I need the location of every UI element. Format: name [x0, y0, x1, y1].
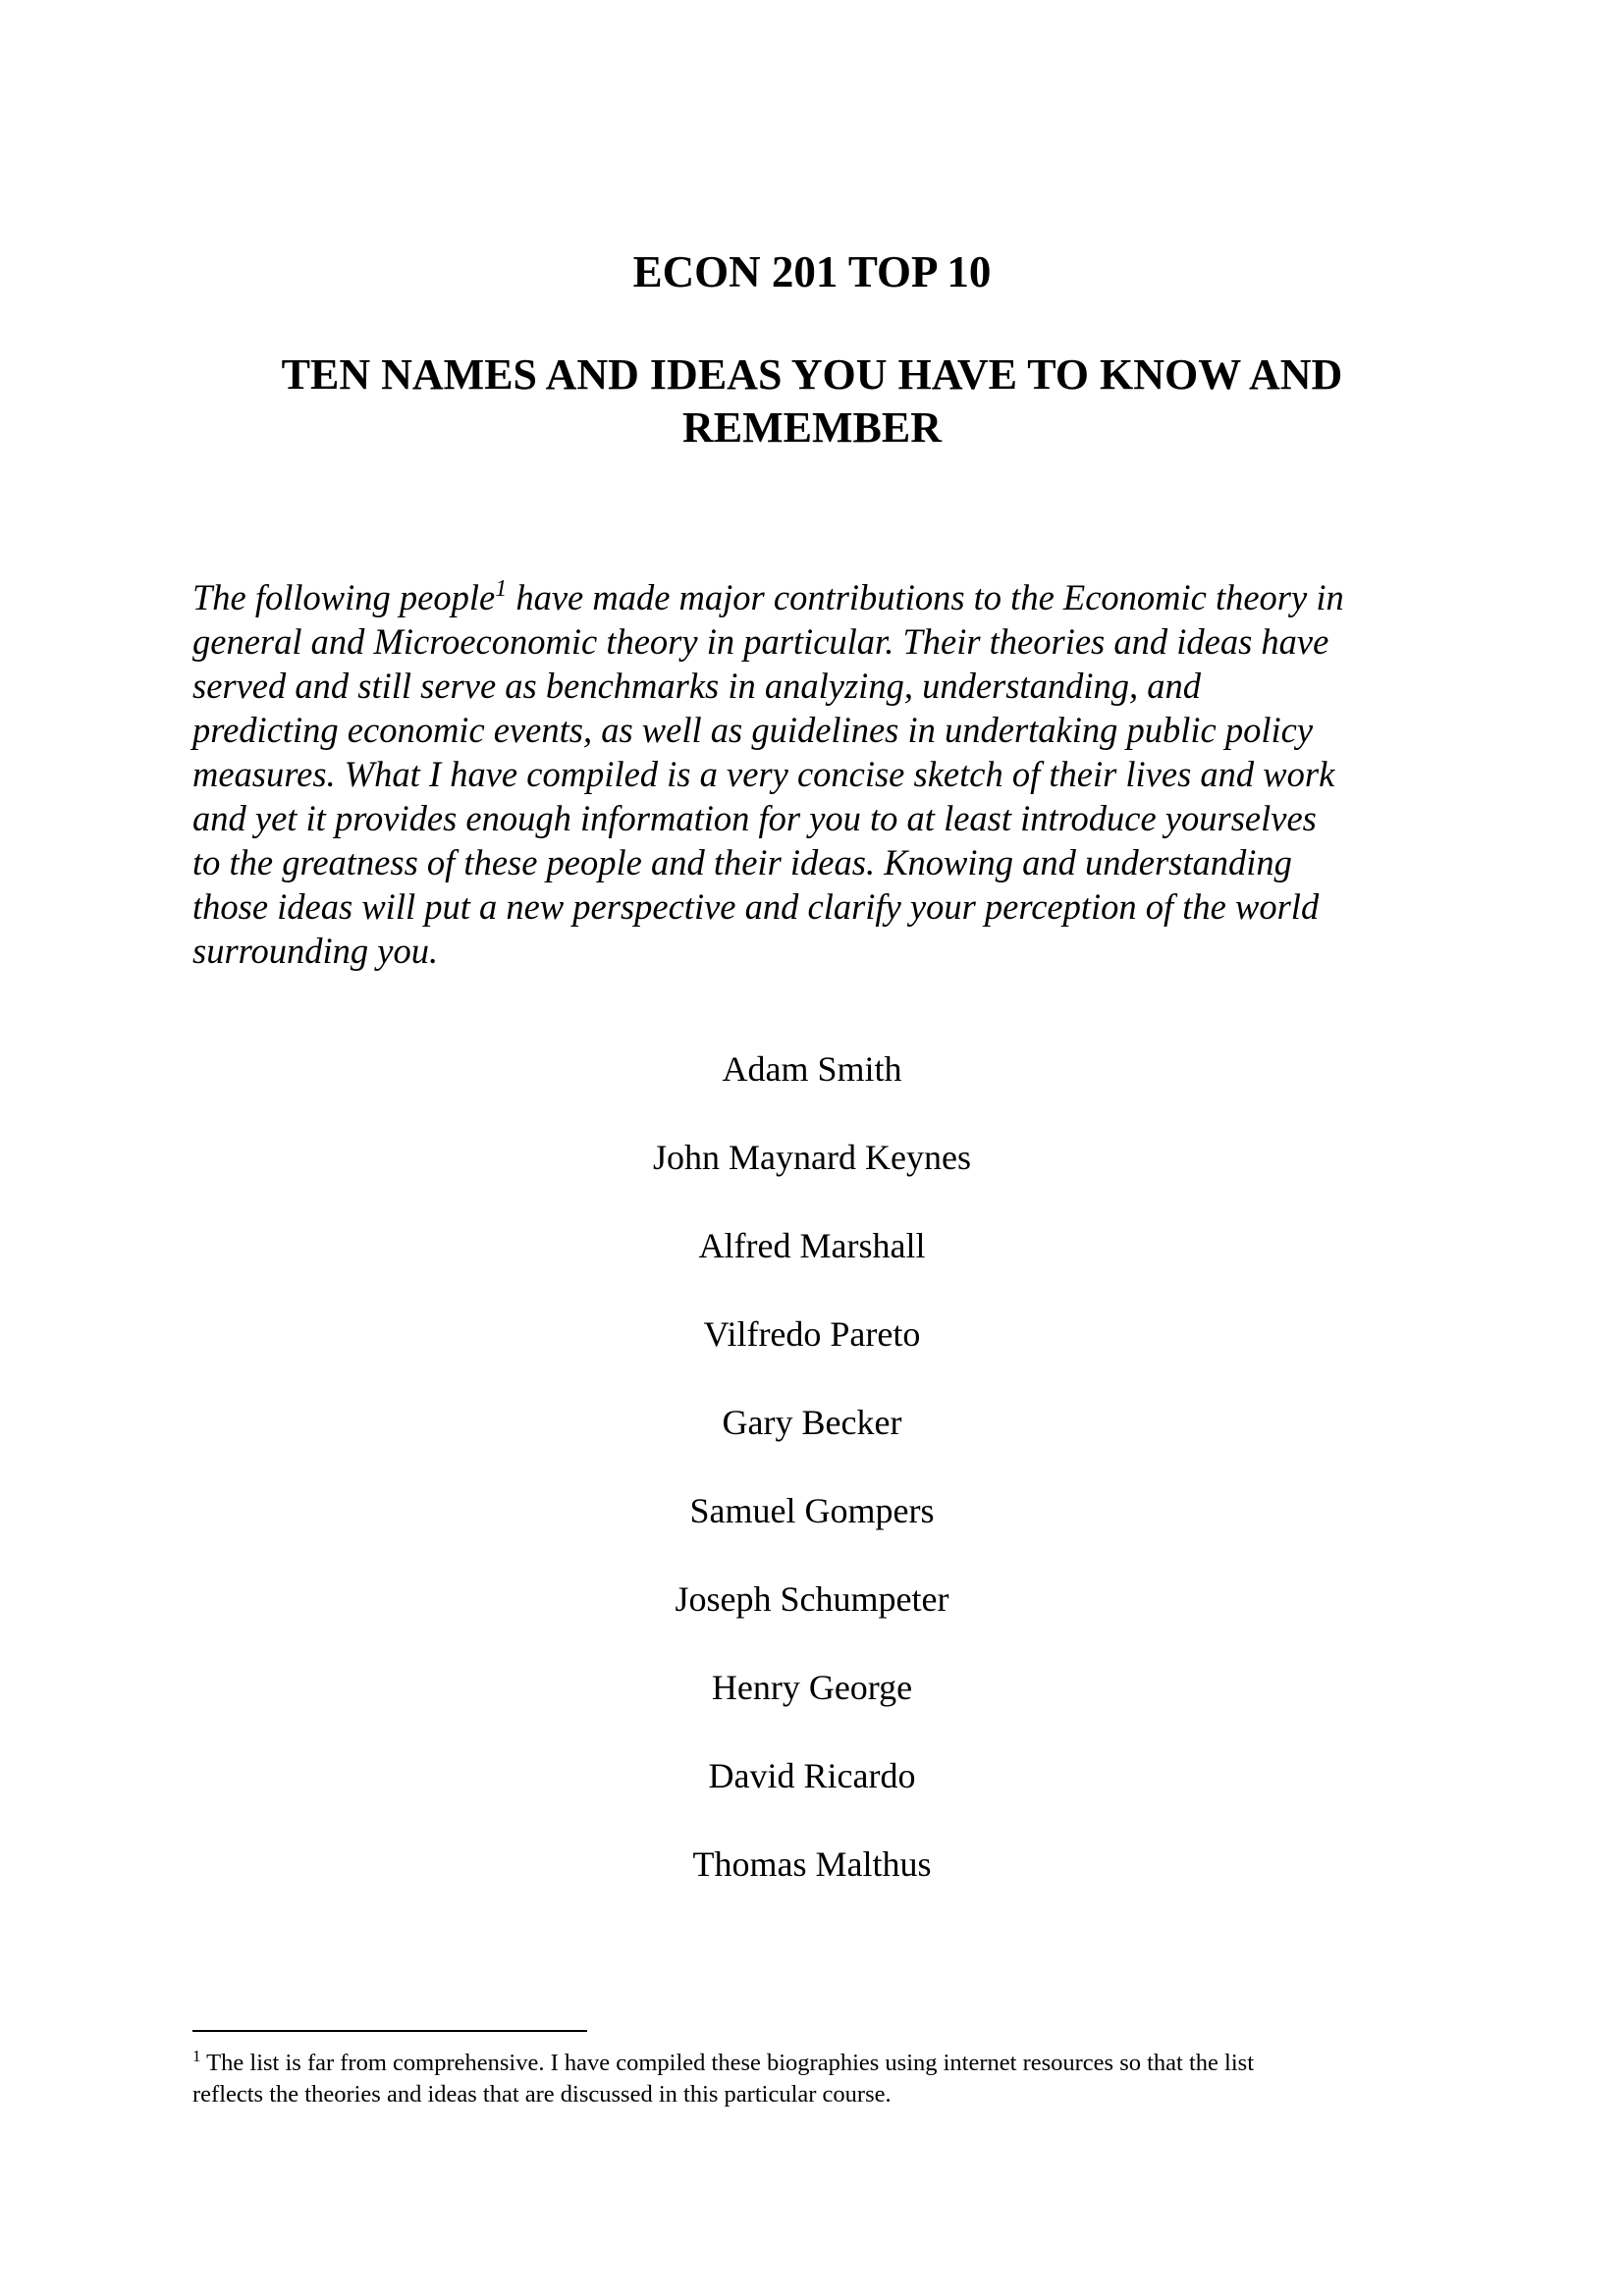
list-item: David Ricardo: [708, 1756, 916, 1795]
intro-line: [192, 575, 1439, 619]
footnote-line: [192, 2048, 1459, 2079]
intro-line: served and still serve as benchmarks in analyzing, understanding, and: [192, 666, 1201, 706]
intro-line: measures. What I have compiled is a very concise sketch of their lives and work: [192, 754, 1335, 794]
intro-paragraph: [192, 575, 1439, 973]
list-item: Joseph Schumpeter: [675, 1579, 949, 1619]
footnote-separator: [192, 2030, 587, 2032]
list-item: John Maynard Keynes: [653, 1138, 971, 1177]
footnote-line: reflects the theories and ideas that are discussed in this particular course.: [192, 2081, 892, 2108]
list-item: Gary Becker: [722, 1403, 902, 1442]
intro-text: The following people: [192, 577, 496, 617]
list-item: Adam Smith: [722, 1049, 902, 1089]
list-item: Samuel Gompers: [689, 1491, 935, 1530]
footnote: [192, 2048, 1459, 2110]
intro-line: those ideas will put a new perspective and clarify your perception of the world: [192, 886, 1320, 927]
intro-line: predicting economic events, as well as guidelines in undertaking public policy: [192, 710, 1314, 750]
list-item: Thomas Malthus: [692, 1844, 932, 1884]
footnote-marker: 1: [192, 2047, 201, 2065]
footnote-reference: 1: [495, 576, 508, 602]
list-item: Alfred Marshall: [698, 1226, 926, 1265]
page-title: ECON 201 TOP 10: [632, 247, 992, 296]
page-subtitle: TEN NAMES AND IDEAS YOU HAVE TO KNOW AND REMEMBER: [281, 350, 1343, 452]
intro-line: surrounding you.: [192, 931, 439, 971]
intro-line: and yet it provides enough information for you to at least introduce yourselves: [192, 798, 1317, 838]
list-item: Vilfredo Pareto: [703, 1314, 921, 1354]
economists-list: [0, 1048, 1624, 1932]
list-item: Henry George: [711, 1668, 913, 1707]
intro-line: to the greatness of these people and their ideas. Knowing and understanding: [192, 842, 1292, 882]
intro-line: general and Microeconomic theory in particular. Their theories and ideas have: [192, 621, 1329, 662]
footnote-text: The list is far from comprehensive. I have compiled these biographies using internet resources so that the list: [200, 2050, 1254, 2076]
intro-text: have made major contributions to the Economic theory in: [507, 577, 1344, 617]
